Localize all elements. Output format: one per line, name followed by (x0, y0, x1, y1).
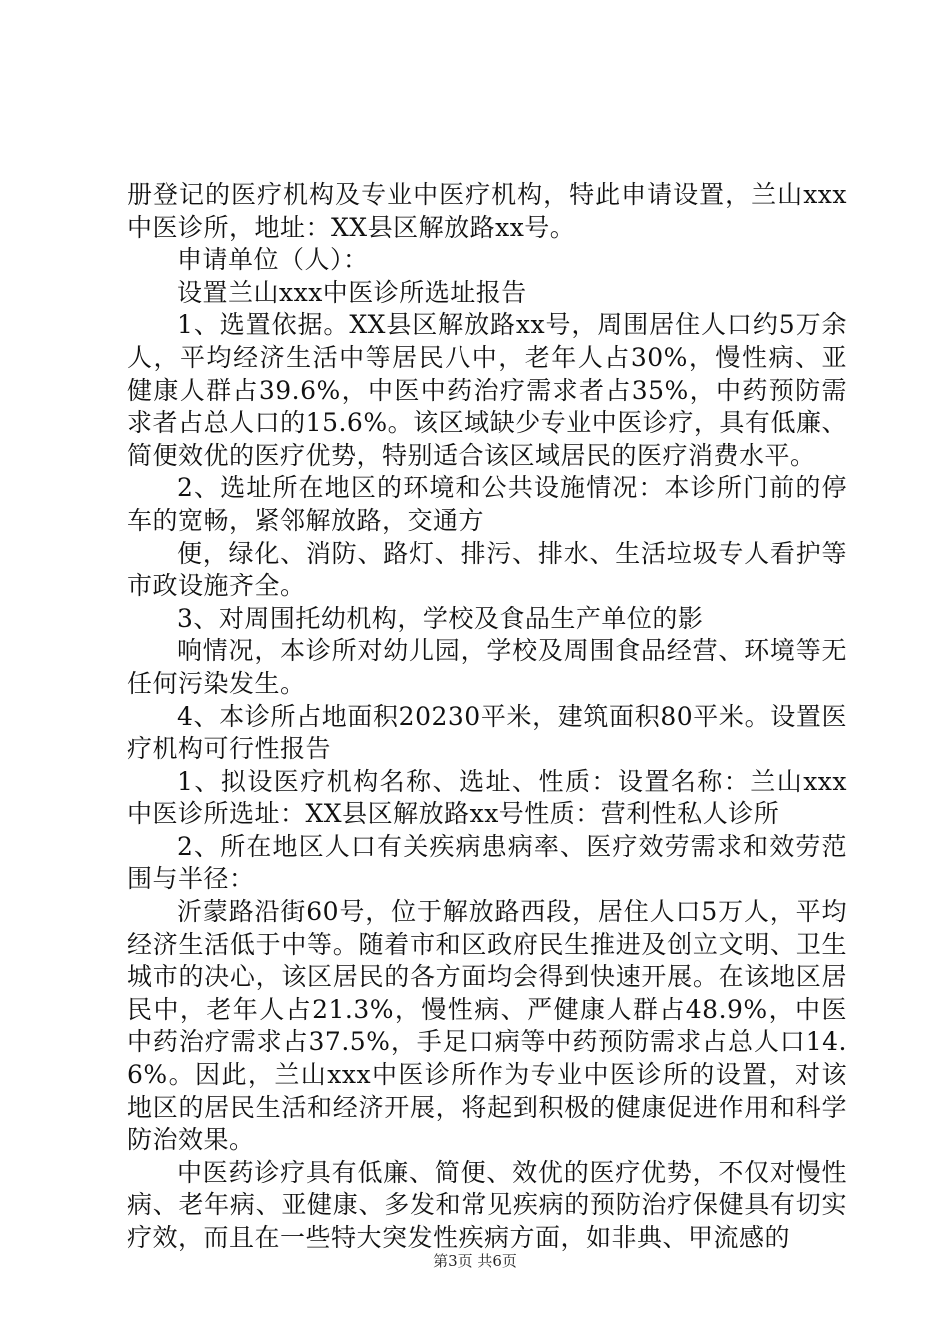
paragraph: 2、选址所在地区的环境和公共设施情况：本诊所门前的停车的宽畅，紧邻解放路，交通方 (127, 473, 847, 535)
paragraph: 申请单位（人）： (177, 245, 369, 275)
paragraph: 响情况，本诊所对幼儿园，学校及周围食品经营、环境等无任何污染发生。 (127, 636, 847, 698)
paragraph: 3、对周围托幼机构，学校及食品生产单位的影 (177, 603, 704, 633)
document-body (127, 179, 847, 1255)
paragraph: 设置兰山xxx中医诊所选址报告 (177, 277, 527, 307)
paragraph: 1、拟设医疗机构名称、选址、性质：设置名称：兰山xxx中医诊所选址：XX县区解放路xx号性质：营利性私人诊所 (127, 766, 847, 829)
paragraph: 册登记的医疗机构及专业中医疗机构，特此申请设置，兰山xxx中医诊所，地址：XX县区解放路xx号。 (127, 180, 847, 242)
paragraph: 1、选置依据。XX县区解放路xx号，周围居住人口约5万余人，平均经济生活中等居民八中，老年人占30%，慢性病、亚健康人群占39.6%，中医中药治疗需求者占35%，中药预防需求者占总人口的15.6%。该区域缺少专业中医诊疗，具有低廉、简便效优的医疗优势，特别适合该区域居民的医疗消费水平。 (127, 310, 847, 470)
paragraph: 4、本诊所占地面积20230平米，建筑面积80平米。设置医疗机构可行性报告 (127, 701, 847, 764)
paragraph: 便，绿化、消防、路灯、排污、排水、生活垃圾专人看护等市政设施齐全。 (127, 538, 847, 601)
paragraph: 沂蒙路沿街60号，位于解放路西段，居住人口5万人，平均经济生活低于中等。随着市和区政府民生推进及创立文明、卫生城市的决心，该区居民的各方面均会得到快速开展。在该地区居民中，老年人占21.3%，慢性病、严健康人群占48.9%，中医中药治疗需求占37.5%，手足口病等中药预防需求占总人口14.6%。因此，兰山xxx中医诊所作为专业中医诊所的设置，对该地区的居民生活和经济开展，将起到积极的健康促进作用和科学防治效果。 (127, 897, 847, 1155)
page-number-footer: 第3页 共6页 (433, 1252, 517, 1270)
paragraph: 2、所在地区人口有关疾病患病率、医疗效劳需求和效劳范围与半径： (127, 831, 847, 894)
paragraph: 中医药诊疗具有低廉、简便、效优的医疗优势，不仅对慢性病、老年病、亚健康、多发和常见疾病的预防治疗保健具有切实疗效，而且在一些特大突发性疾病方面，如非典、甲流感的 (127, 1157, 847, 1252)
